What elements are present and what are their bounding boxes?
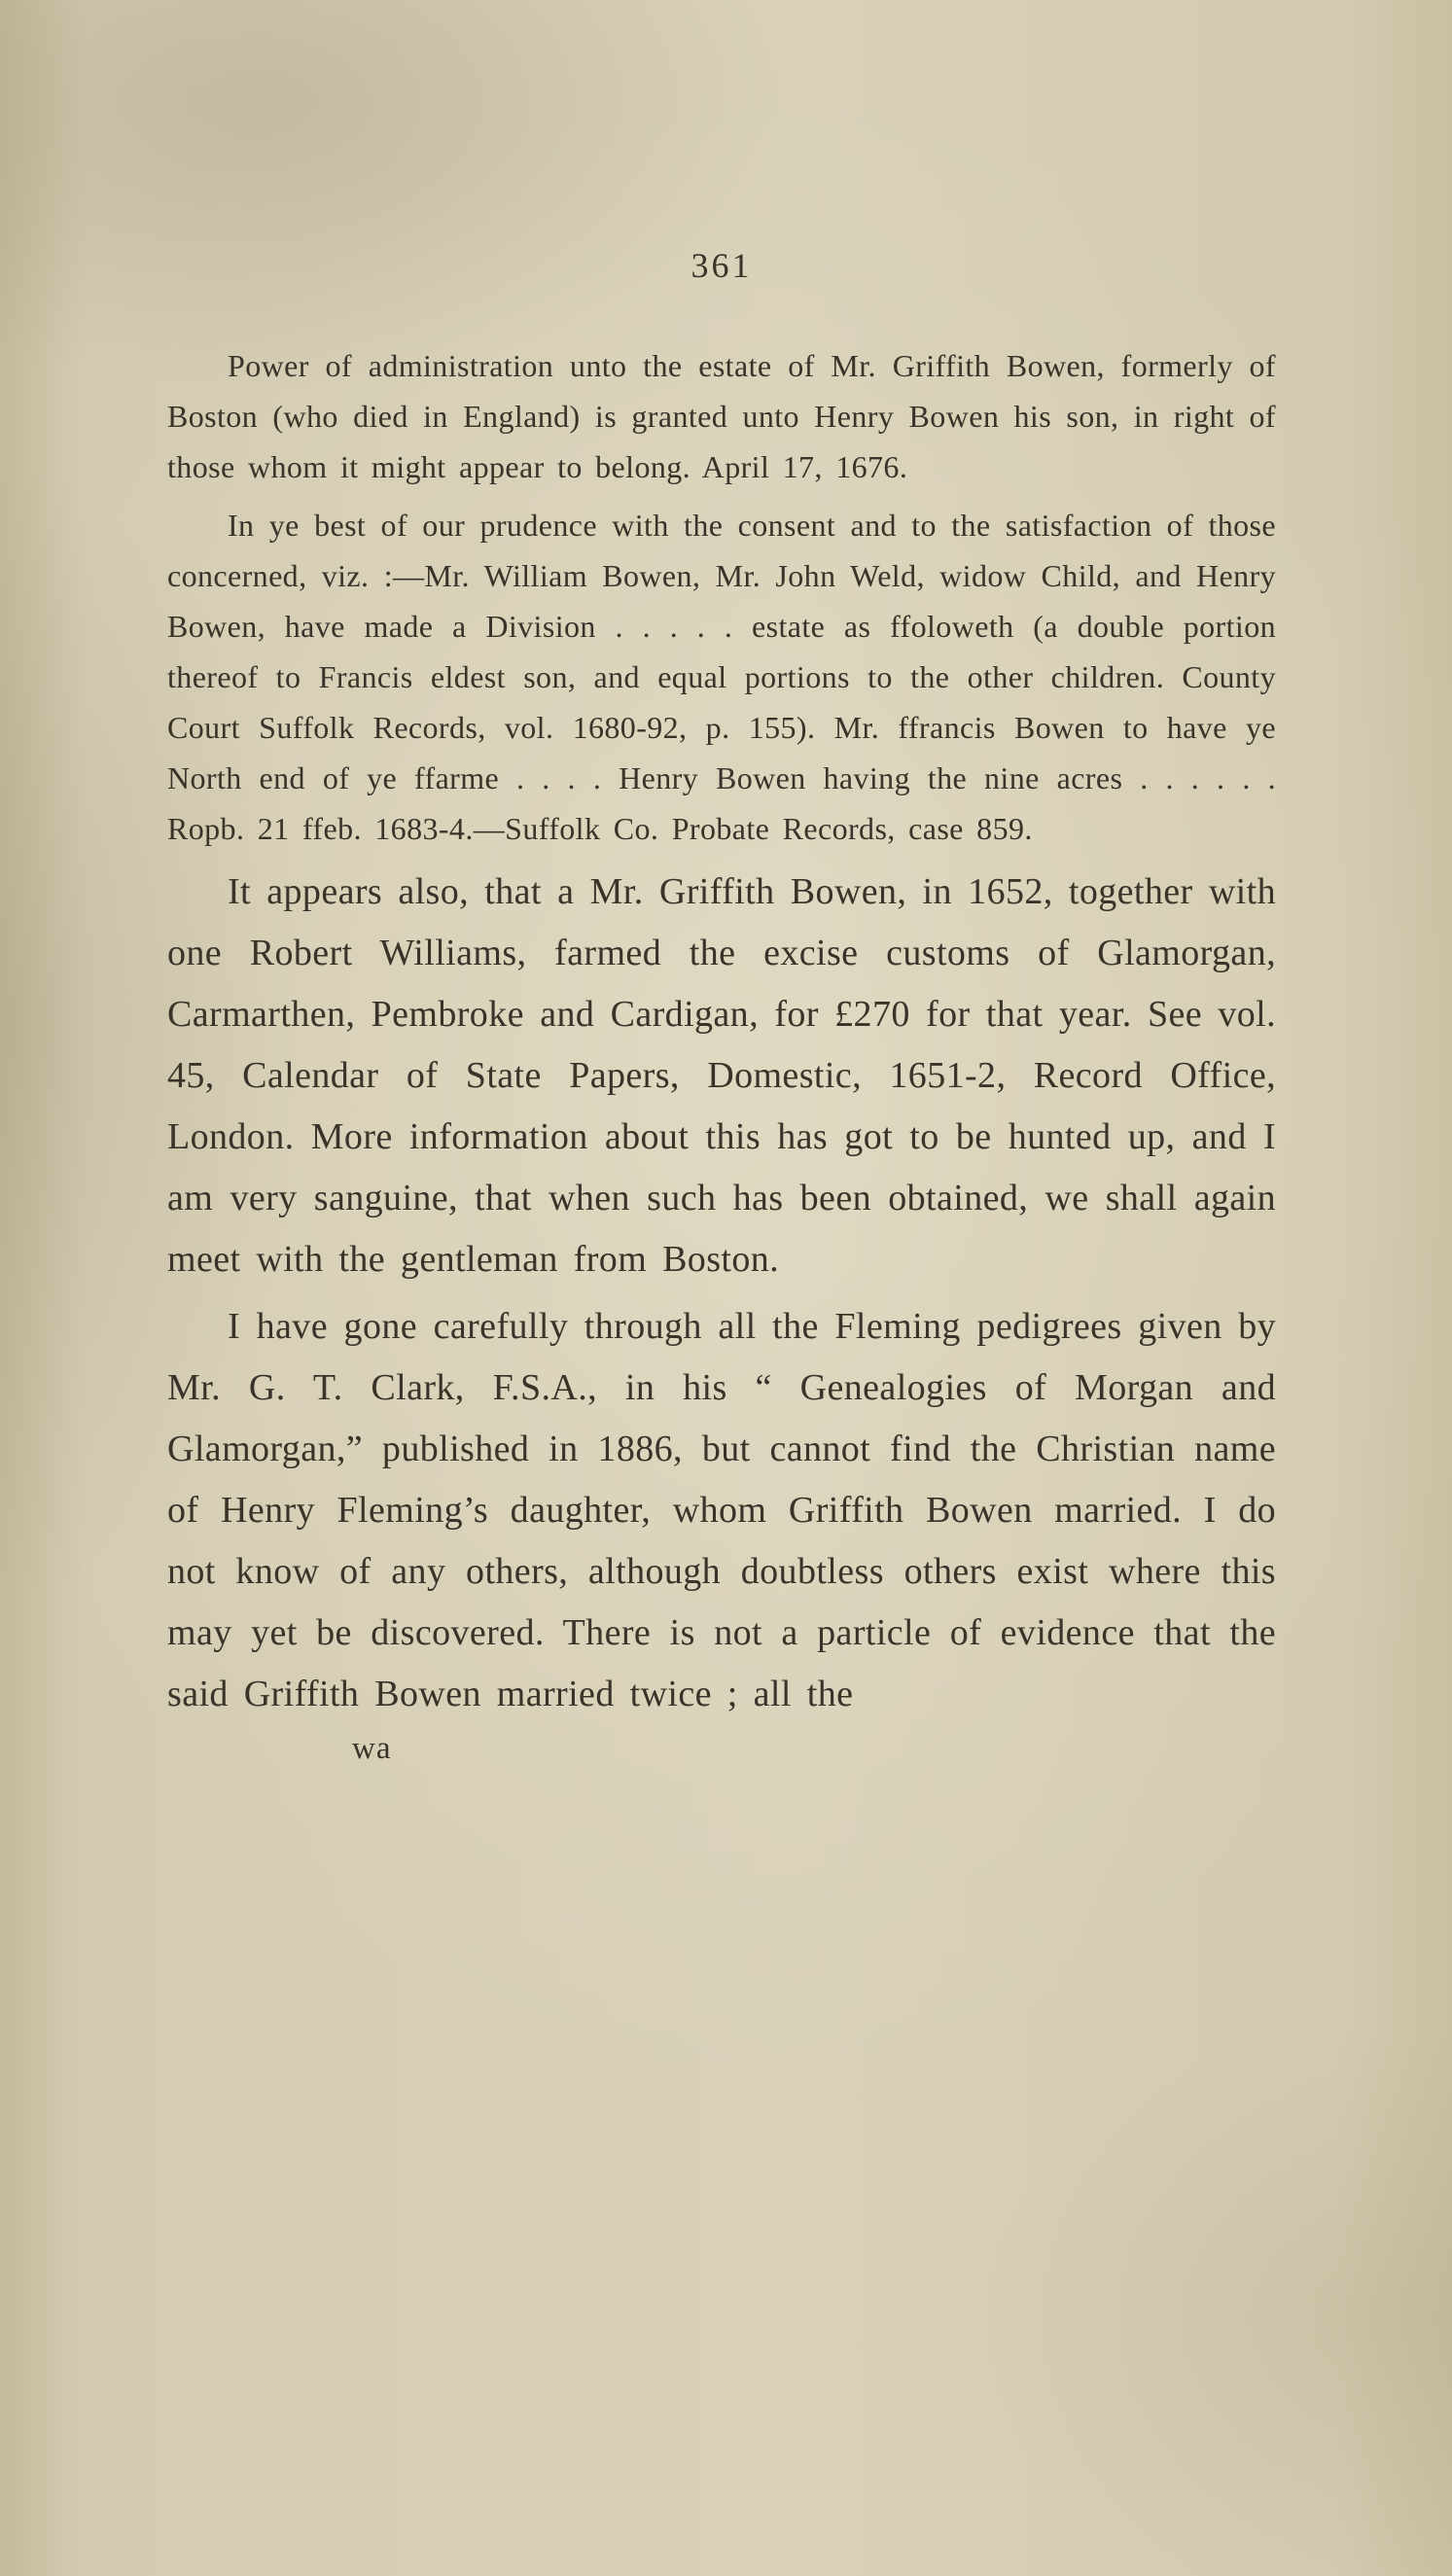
paragraph-excise-customs: It appears also, that a Mr. Griffith Bowen, in 1652, together with one Robert Williams, farmed the excise customs of Glamorgan, Carmarthen, Pembroke and Cardigan, for £270 for that year. See vol. 45, Calendar of State Papers, Domestic, 1651-2, Record Office, London. More information about this has got to be hunted up, and I am very sanguine, that when such has been obtained, we shall again meet with the gentleman from Boston. <box>167 871 1276 1280</box>
paragraph-probate-administration: Power of administration unto the estate of Mr. Griffith Bowen, formerly of Boston (who died in England) is granted unto Henry Bowen his son, in right of those whom it might appear to belong. April 17, 1676. <box>167 348 1276 484</box>
paragraph-division-record: In ye best of our prudence with the consent and to the satisfaction of those concerned, viz. :—Mr. William Bowen, Mr. John Weld, widow Child, and Henry Bowen, have made a Division . . . . . estate as ffoloweth (a double portion thereof to Francis eldest son, and equal portions to the other children. County Court Suffolk Records, vol. 1680-92, p. 155). Mr. ffrancis Bowen to have ye North end of ye ffarme . . . . Henry Bowen having the nine acres . . . . . . Ropb. 21 ffeb. 1683-4.—Suffolk Co. Probate Records, case 859. <box>167 508 1276 846</box>
text-block <box>167 340 1276 1767</box>
page-number: 361 <box>691 246 753 285</box>
paragraph-fleming-pedigrees: I have gone carefully through all the Fleming pedigrees given by Mr. G. T. Clark, F.S.A., in his “ Genealogies of Morgan and Glamorgan,” published in 1886, but cannot find the Christian name of Henry Fleming’s daughter, whom Griffith Bowen married. I do not know of any others, although doubtless others exist where this may yet be discovered. There is not a particle of evidence that the said Griffith Bowen married twice ; all the <box>167 1306 1276 1714</box>
catchword: wa <box>352 1731 392 1766</box>
